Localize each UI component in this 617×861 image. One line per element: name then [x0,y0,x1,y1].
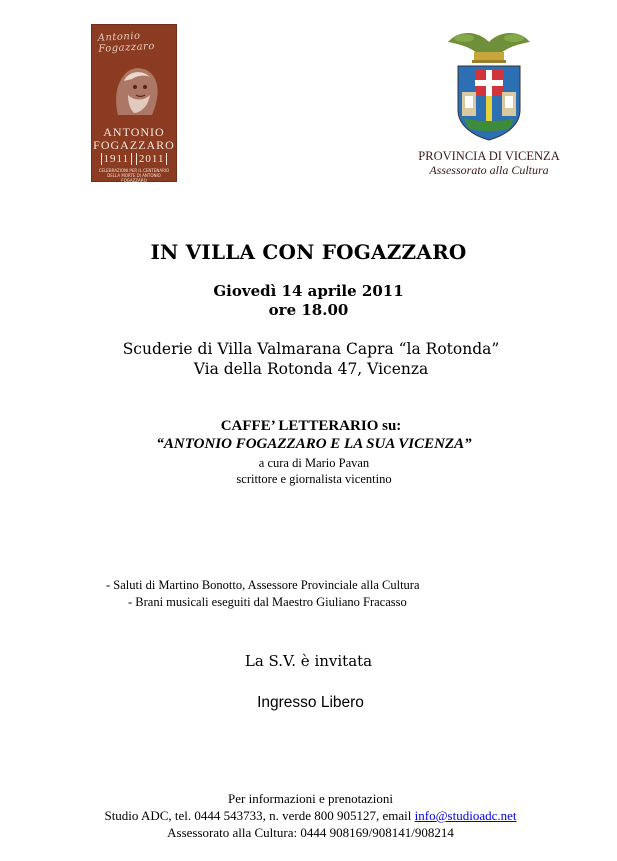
caffe-subtitle: “ANTONIO FOGAZZARO E LA SUA VICENZA” [156,436,472,452]
logo-years [92,153,176,165]
year-start: 1911 [101,153,133,165]
signature-text: Antonio Fogazzaro [97,30,156,55]
entry-text: Ingresso Libero [257,694,364,711]
fogazzaro-centenary-logo [91,24,177,182]
event-date: Giovedì 14 aprile 2011 [213,282,404,300]
info-contacts-text: Studio ADC, tel. 0444 543733, n. verde 800 905127, email [104,808,415,823]
province-office: Assessorato alla Cultura [429,163,549,177]
info-contacts [0,808,617,824]
curator-line: a cura di Mario Pavan [258,456,370,470]
logo-name-line1: ANTONIO [103,125,165,139]
venue-name: Scuderie di Villa Valmarana Capra “la Rotonda” [122,340,500,358]
year-end: 2011 [136,153,168,165]
email-link[interactable]: info@studioadc.net [414,808,517,823]
logo-name-line2: FOGAZZARO [93,138,175,152]
info-heading: Per informazioni e prenotazioni [228,791,393,806]
event-title: IN VILLA CON FOGAZZARO [150,240,467,264]
invitation-text: La S.V. è invitata [244,652,373,670]
curator-role: scrittore e giornalista vicentino [236,472,392,486]
program-item: - Brani musicali eseguiti dal Maestro Giuliano Fracasso [128,595,407,609]
province-name: PROVINCIA DI VICENZA [418,149,560,163]
venue-address: Via della Rotonda 47, Vicenza [193,360,429,378]
event-time: ore 18.00 [268,301,349,319]
portrait-image [104,55,164,119]
province-coat-of-arms-icon [440,22,538,144]
logo-caption: CELEBRAZIONI PER IL CENTENARIO DELLA MORTE DI ANTONIO FOGAZZARO [98,168,170,183]
caffe-heading: CAFFE’ LETTERARIO su: [220,418,402,434]
program-item: - Saluti di Martino Bonotto, Assessore Provinciale alla Cultura [106,578,420,592]
info-office-phones: Assessorato alla Cultura: 0444 908169/908141/908214 [167,825,454,840]
